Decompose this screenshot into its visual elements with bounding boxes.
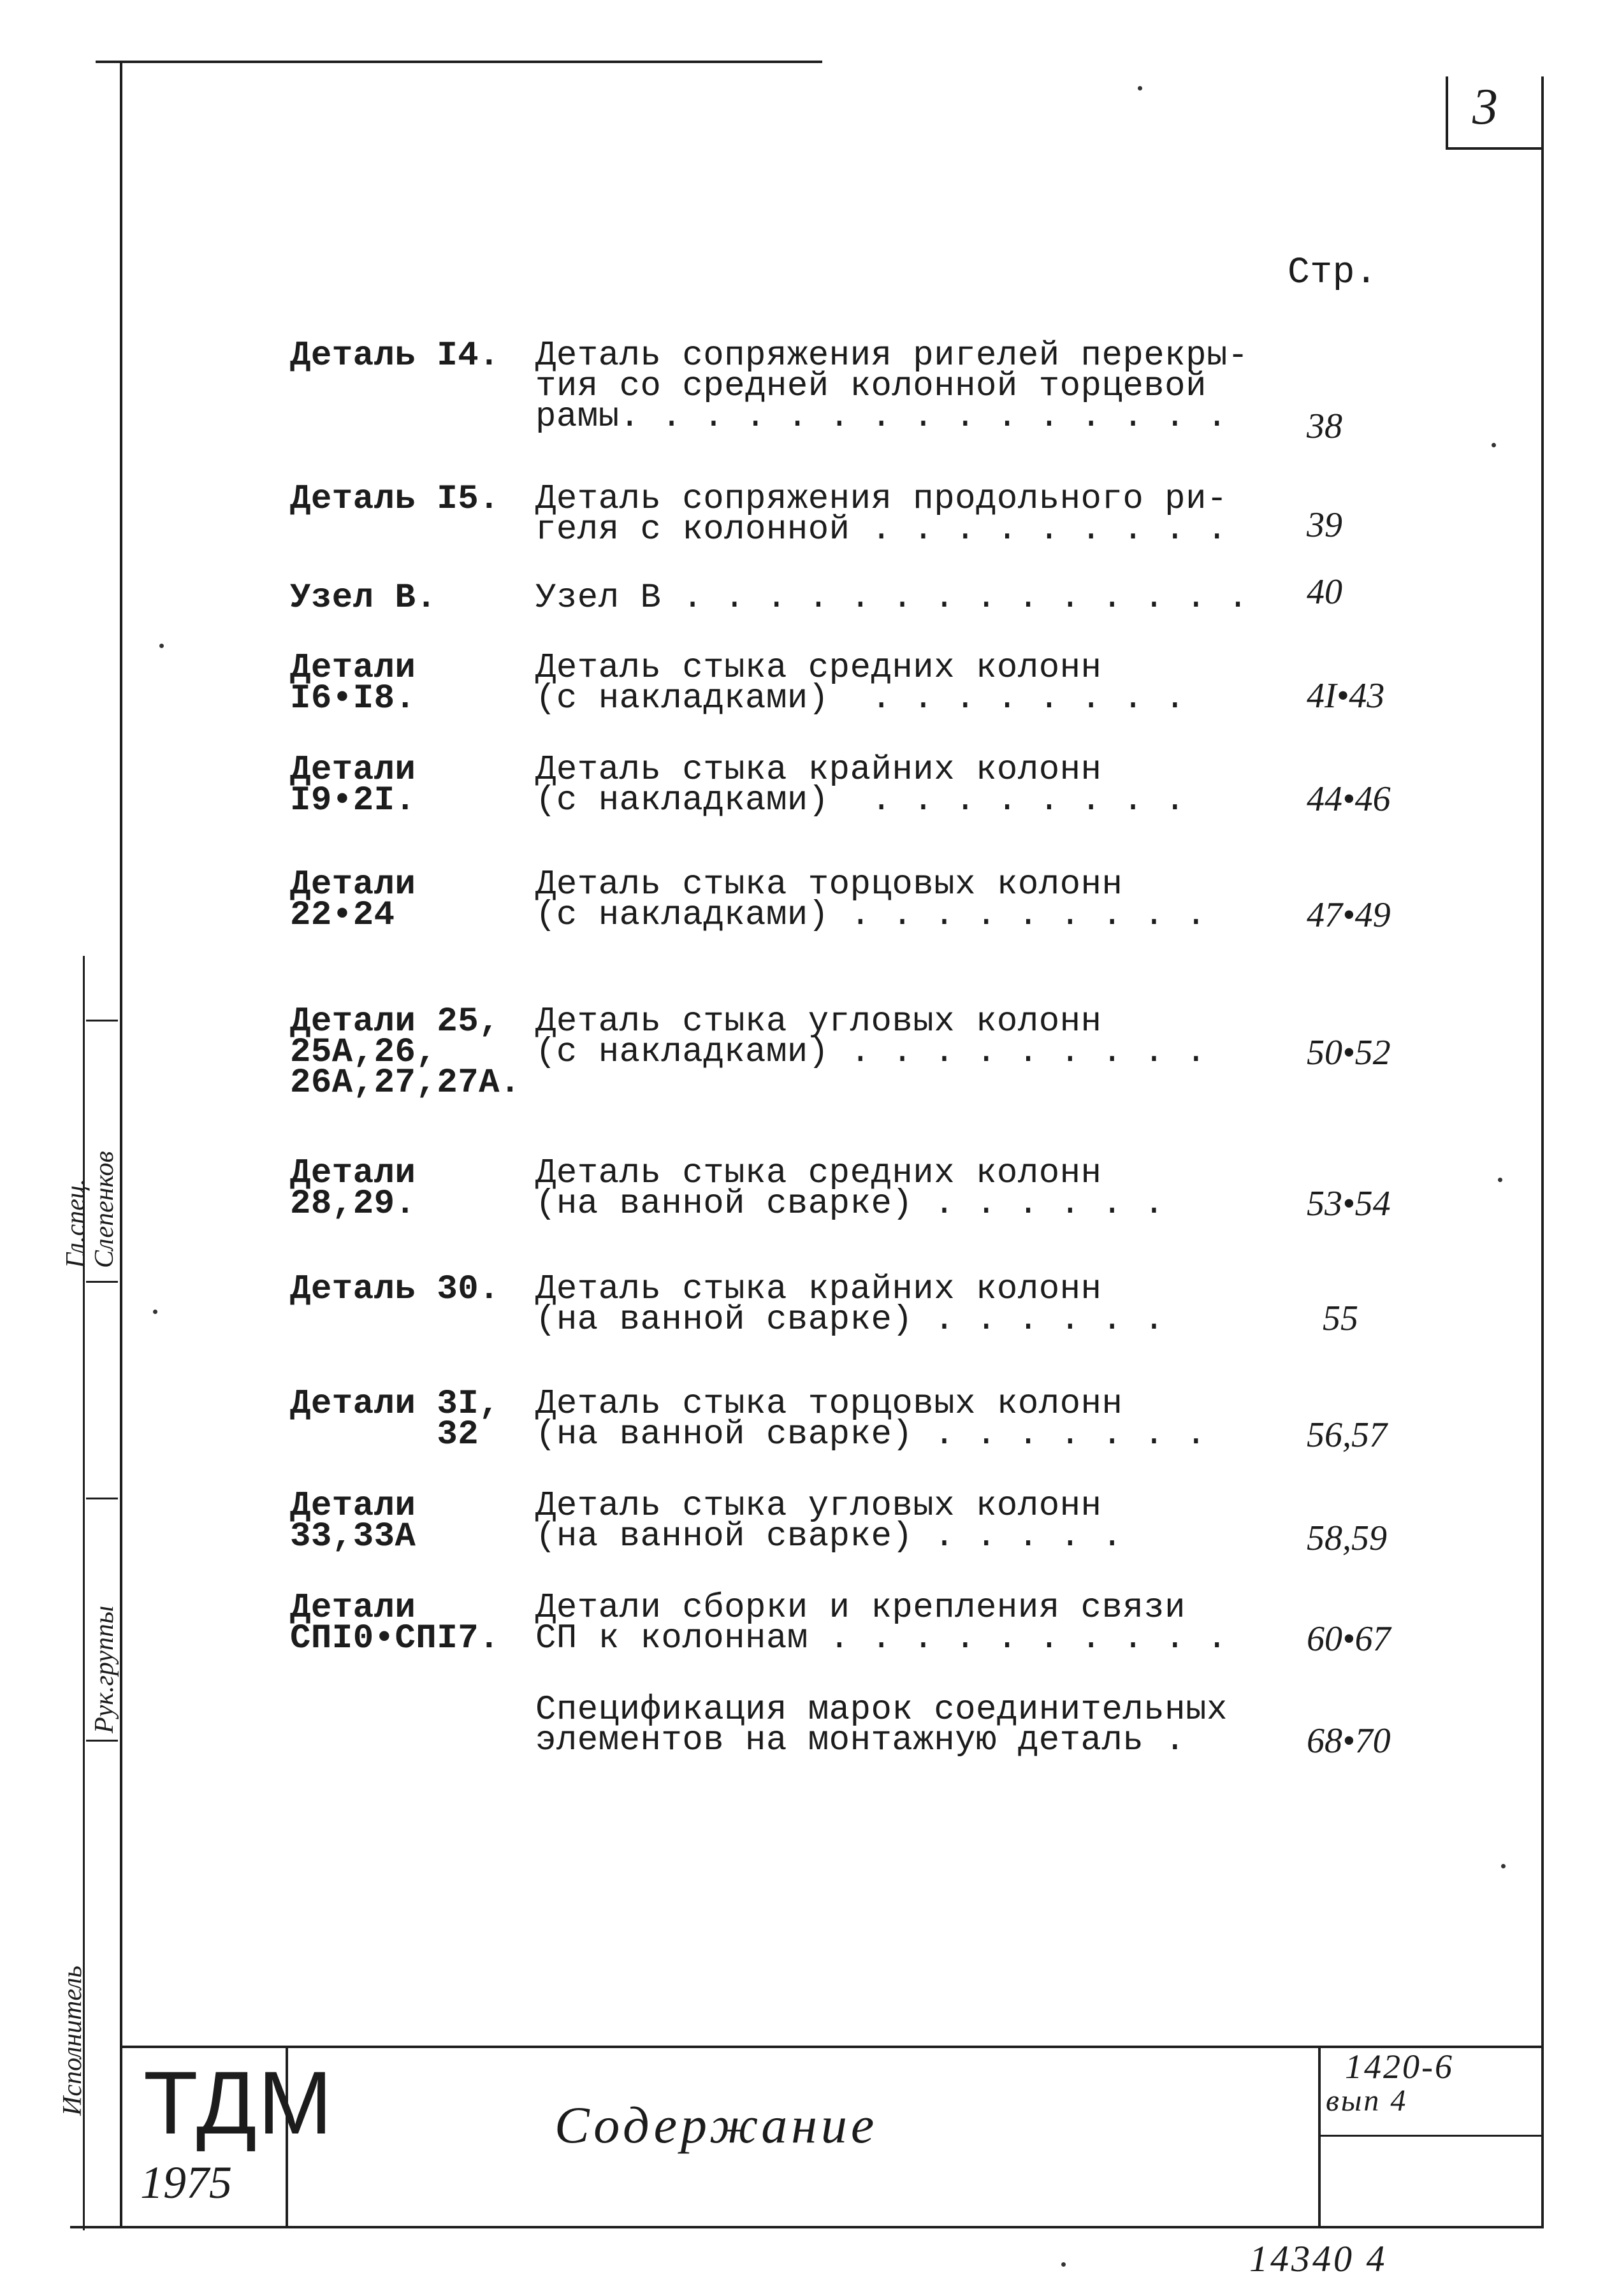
page-number-box-right — [1541, 76, 1544, 150]
entry-description: Деталь стыка торцовых колонн (с накладками) . . . . . . . . . — [535, 865, 1207, 935]
entry-page: 4I•43 — [1307, 676, 1385, 716]
scan-speck — [1498, 1178, 1502, 1182]
entry-label: Детали 3I, 32 — [290, 1385, 500, 1454]
scan-speck — [159, 644, 164, 648]
entry-page: 60•67 — [1307, 1619, 1391, 1659]
entry-description: Деталь сопряжения продольного ри- геля с колонной . . . . . . . . . — [535, 480, 1228, 549]
scan-speck — [1061, 2262, 1066, 2267]
entry-page: 55 — [1323, 1299, 1358, 1338]
right-border — [1541, 150, 1544, 2227]
title-block-cell-divider — [1319, 2135, 1543, 2137]
entry-page: 53•54 — [1307, 1184, 1391, 1224]
side-note-approver: Гл.спец. — [61, 1178, 91, 1268]
page-number-box-left — [1446, 76, 1448, 150]
side-note-name: Слепенков — [90, 1151, 119, 1268]
entry-description: Деталь стыка угловых колонн (на ванной сварке) . . . . . — [535, 1487, 1123, 1556]
entry-page: 47•49 — [1307, 895, 1391, 935]
entry-label: Детали I6•I8. — [290, 649, 416, 718]
entry-label: Деталь I4. — [290, 336, 500, 375]
side-column-divider — [86, 1281, 118, 1283]
entry-page: 68•70 — [1307, 1721, 1391, 1761]
org-logo: ТДМ — [143, 2053, 334, 2153]
entry-description: Спецификация марок соединительных элементов на монтажную деталь . — [535, 1691, 1228, 1760]
entry-description: Деталь сопряжения ригелей перекры- тия со средней колонной торцевой рамы. . . . . . . . . . . . . . . — [535, 336, 1249, 437]
side-column-divider — [86, 1740, 118, 1742]
entry-description: Узел В . . . . . . . . . . . . . . — [535, 579, 1249, 617]
bottom-border — [70, 2226, 1544, 2228]
entry-page: 39 — [1307, 505, 1342, 545]
entry-page: 38 — [1307, 407, 1342, 446]
entry-label: Детали 22•24 — [290, 865, 416, 935]
entry-page: 40 — [1307, 572, 1342, 612]
side-column-divider — [86, 1020, 118, 1022]
page-column-header: Стр. — [1288, 252, 1378, 294]
entry-description: Деталь стыка средних колонн (на ванной сварке) . . . . . . — [535, 1154, 1165, 1224]
entry-label: Детали СПI0•СПI7. — [290, 1589, 500, 1658]
entry-label: Деталь 30. — [290, 1270, 500, 1309]
left-border — [120, 61, 122, 2227]
entry-label: Детали 25, 25А,26, 26А,27,27А. — [290, 1002, 521, 1102]
entry-page: 50•52 — [1307, 1033, 1391, 1072]
entry-label: Деталь I5. — [290, 480, 500, 519]
stamp-year: 1975 — [140, 2157, 232, 2208]
entry-label: Детали I9•2I. — [290, 751, 416, 820]
archive-note: 14340 4 — [1249, 2238, 1388, 2279]
side-note-executor: Исполнитель — [58, 1965, 87, 2116]
scan-speck — [1492, 443, 1496, 447]
side-note-group-head: Рук.группы — [90, 1605, 119, 1733]
page-number-box-bottom — [1446, 147, 1544, 150]
entry-page: 44•46 — [1307, 779, 1391, 819]
entry-page: 56,57 — [1307, 1415, 1387, 1455]
entry-label: Детали 28,29. — [290, 1154, 416, 1224]
entry-label: Детали 33,33А — [290, 1487, 416, 1556]
entry-description: Деталь стыка средних колонн (с накладками) . . . . . . . . — [535, 649, 1186, 718]
top-border — [96, 61, 822, 63]
issue-number: вып 4 — [1326, 2084, 1408, 2118]
scan-speck — [1138, 86, 1142, 90]
document-title: Содержание — [555, 2096, 878, 2154]
entry-description: Деталь стыка крайних колонн (на ванной сварке) . . . . . . — [535, 1270, 1165, 1339]
entry-description: Детали сборки и крепления связи СП к колоннам . . . . . . . . . . — [535, 1589, 1228, 1658]
entry-description: Деталь стыка торцовых колонн (на ванной сварке) . . . . . . . — [535, 1385, 1207, 1454]
page-number: 3 — [1472, 79, 1498, 135]
entry-description: Деталь стыка угловых колонн (с накладками) . . . . . . . . . — [535, 1002, 1207, 1072]
title-block-top — [121, 2046, 1544, 2048]
scan-speck — [1501, 1864, 1506, 1868]
entry-page: 58,59 — [1307, 1519, 1387, 1558]
entry-description: Деталь стыка крайних колонн (с накладками) . . . . . . . . — [535, 751, 1186, 820]
series-number: 1420-6 — [1345, 2047, 1454, 2086]
scan-speck — [153, 1310, 157, 1314]
entry-label: Узел В. — [290, 579, 437, 617]
side-column-divider — [86, 1498, 118, 1499]
